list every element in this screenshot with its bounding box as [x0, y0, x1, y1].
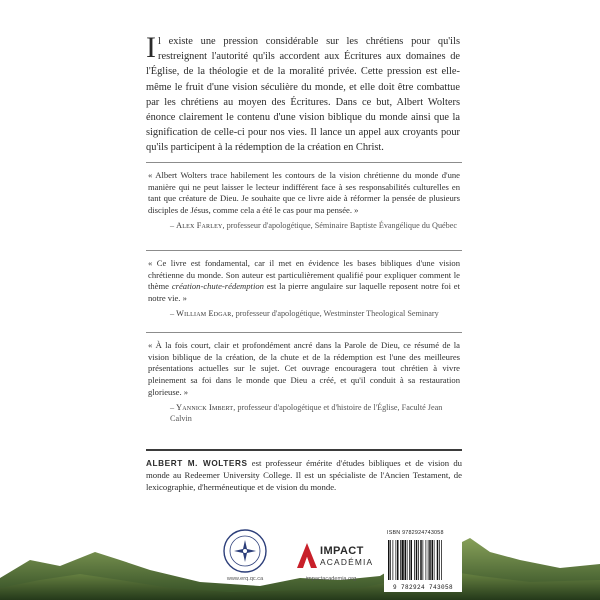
barcode-bar	[409, 540, 410, 580]
intro-paragraph	[146, 31, 460, 156]
attribution-dash: –	[170, 402, 177, 412]
endorsement-edgar	[148, 258, 460, 319]
barcode-bar	[407, 540, 408, 580]
barcode-bar	[420, 540, 422, 580]
barcode-bar	[402, 540, 404, 580]
barcode-bar	[426, 540, 427, 580]
endorser-role: , professeur d'apologétique, Westminster Theological Seminary	[231, 308, 439, 318]
seminary-seal-icon	[222, 528, 268, 574]
isbn-label: ISBN 9782924743058	[387, 530, 444, 536]
impact-wordmark: IMPACT	[320, 545, 364, 557]
isbn-barcode	[384, 528, 462, 592]
publisher-footer	[0, 520, 600, 600]
barcode-bar	[416, 540, 418, 580]
barcode-bar	[397, 540, 399, 580]
barcode-bars	[387, 540, 459, 580]
endorsement-farley	[148, 170, 460, 231]
quote-body-end: est la pierre angulaire sur laquelle reposent notre foi et notre vie. »	[148, 281, 460, 304]
divider-top	[146, 162, 462, 163]
endorser-name: William Edgar	[176, 308, 232, 318]
quote-attribution	[170, 402, 460, 424]
quote-text	[148, 258, 460, 305]
barcode-bar	[414, 540, 415, 580]
quote-attribution	[170, 308, 460, 319]
attribution-dash: –	[170, 220, 177, 230]
quote-text	[148, 340, 460, 399]
barcode-bar	[390, 540, 391, 580]
barcode-bar	[439, 540, 440, 580]
quote-emphasis: création-chute-rédemption	[171, 281, 264, 292]
barcode-bar	[428, 540, 429, 580]
barcode-bar	[411, 540, 413, 580]
barcode-digits: 9 782924 743058	[392, 584, 453, 591]
barcode-bar	[396, 540, 397, 580]
barcode-bar	[405, 540, 407, 580]
quote-body: « Ce livre est fondamental, car il met en évidence les bases bibliques d'une vision chrétienne du monde. Son auteur est particulièrement qualifié pour expliquer comment le thème	[148, 258, 460, 292]
attribution-dash: –	[170, 308, 177, 318]
seminary-seal	[222, 528, 268, 579]
divider-author	[146, 449, 462, 451]
barcode-bar	[418, 540, 419, 580]
impact-academia-logo	[296, 540, 376, 572]
barcode-bar	[441, 540, 442, 580]
seminary-url: www.erq.qc.ca	[226, 576, 264, 582]
barcode-bar	[437, 540, 439, 580]
author-name: ALBERT M. WOLTERS	[146, 459, 248, 468]
barcode-bar	[434, 540, 435, 580]
barcode-bar	[423, 540, 424, 580]
barcode-bar	[429, 540, 431, 580]
quote-body: « À la fois court, clair et profondément ancré dans la Parole de Dieu, ce résumé de la vision biblique de la création, de la chute et de la rédemption est l'une des meilleures présentations actuelles sur le sujet. Cet ouvrage encouragera tout chrétien à vivre pleinement sa foi dans le monde que Dieu a créé, et qu'il conduit à sa restauration glorieuse. »	[148, 340, 460, 397]
intro-text: l existe une pression considérable sur les chrétiens pour qu'ils restreignent l'autorité qu'ils accordent aux Écritures aux domaines de l'Église, de la théologie et de la moralité privée. Cette pression est elle-même le fruit d'une vision séculière du monde, et elle doit être combattue par les chrétiens au moyen des Écritures. Dans ce but, Albert Wolters énonce clairement le contenu d'une vision biblique du monde ainsi que la signification de celle-ci pour nos vies. Il lance un appel aux croyants pour qu'ils participent à la rédemption de la création en Christ.	[146, 36, 460, 154]
barcode-bar	[400, 540, 401, 580]
author-bio	[146, 458, 462, 493]
barcode-bar	[388, 540, 390, 580]
divider-quote-2	[146, 332, 462, 333]
impact-url: impactacademia.org	[305, 576, 357, 582]
author-bio-text: est professeur émérite d'études bibliques et de vision du monde au Redeemer University College. Il est un spécialiste de l'Ancien Testament, de lexicographie, d'herméneutique et de vision du monde.	[146, 458, 463, 492]
endorser-role: , professeur d'apologétique, Séminaire Baptiste Évangélique du Québec	[222, 220, 458, 230]
endorser-name: Yannick Imbert	[176, 402, 234, 412]
endorser-name: Alex Farley	[176, 220, 223, 230]
endorser-role: , professeur d'apologétique et d'histoire de l'Église, Faculté Jean Calvin	[170, 402, 443, 423]
drop-cap: I	[146, 31, 156, 64]
barcode-bar	[432, 540, 434, 580]
quote-attribution	[170, 220, 460, 231]
divider-quote-1	[146, 250, 462, 251]
quote-body: « Albert Wolters trace habilement les contours de la vision chrétienne du monde d'une manière qui ne peut laisser le lecteur indifférent face à ses responsabilités culturelles en tant que créature de Dieu. Je souhaite que ce livre aide à réformer la pensée de plusieurs disciples de Jésus, comme cela a été le cas pour ma pensée. »	[148, 170, 460, 216]
endorsement-imbert	[148, 340, 460, 424]
barcode-bar	[393, 540, 394, 580]
quote-text	[148, 170, 460, 217]
impact-triangle-icon	[296, 542, 318, 570]
academia-wordmark: ACADÉMIA	[320, 557, 374, 567]
